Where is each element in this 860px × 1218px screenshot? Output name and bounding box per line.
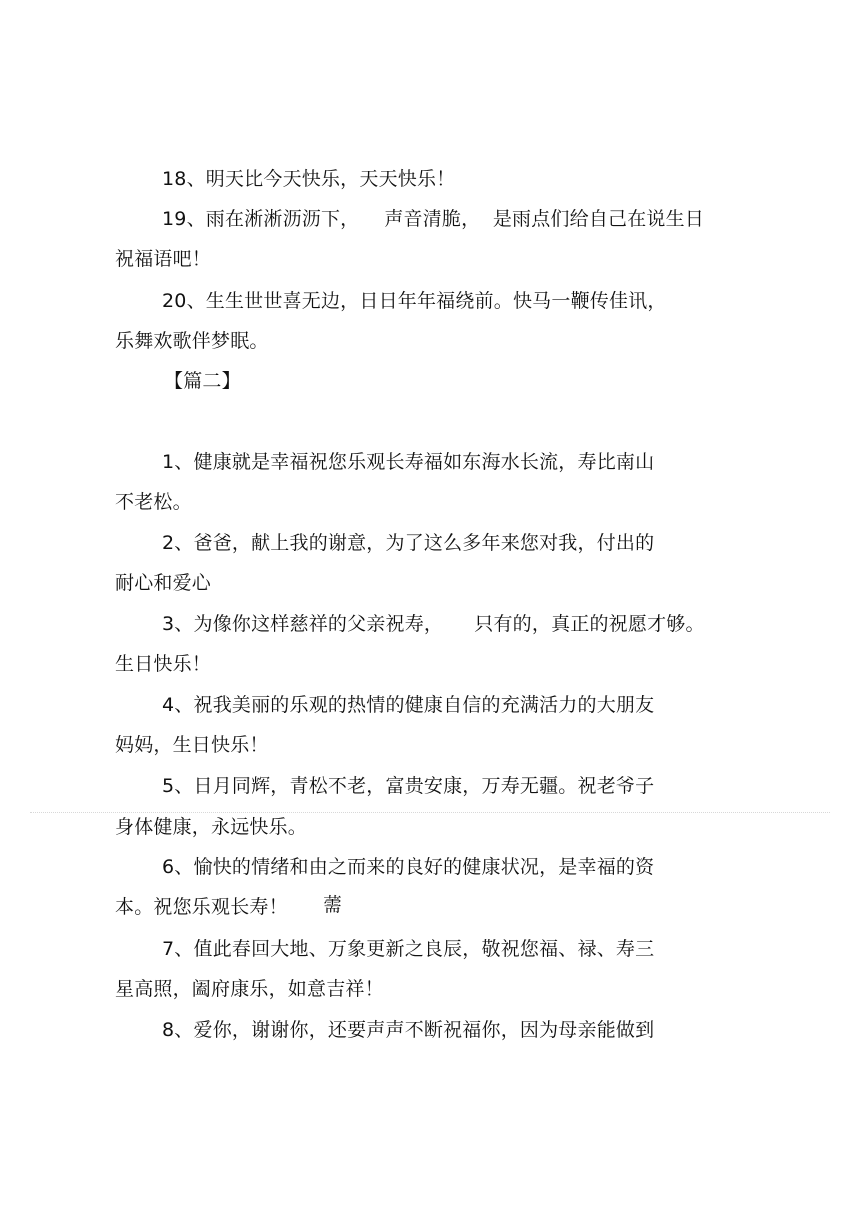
text-line-5: 5、日月同辉，青松不老，富贵安康，万寿无疆。祝老爷子 [162, 775, 655, 797]
text-line-8: 8、爱你，谢谢你，还要声声不断祝福你，因为母亲能做到 [162, 1019, 655, 1041]
text-line-6: 6、愉快的情绪和由之而来的良好的健康状况，是幸福的资 [162, 856, 655, 878]
text-line-4: 4、祝我美丽的乐观的热情的健康自信的充满活力的大朋友 [162, 694, 655, 716]
text-line-3: 3、为像你这样慈祥的父亲祝寿， 只有的，真正的祝愿才够。 [162, 613, 705, 635]
text-line-7: 7、值此春回大地、万象更新之良辰，敬祝您福、禄、寿三 [162, 938, 655, 960]
text-line-19: 19、雨在淅淅沥沥下， 声音清脆， 是雨点们给自己在说生日 [162, 208, 705, 230]
section-heading: 【篇二】 [164, 370, 241, 392]
text-line-2-cont: 耐心和爱心 [115, 572, 212, 594]
text-line-18: 18、明天比今天快乐，天天快乐！ [162, 168, 456, 190]
text-line-2: 2、爸爸，献上我的谢意，为了这么多年来您对我，付出的 [162, 532, 655, 554]
text-line-4-cont: 妈妈，生日快乐！ [115, 734, 269, 756]
page-divider [30, 812, 830, 813]
text-line-20: 20、生生世世喜无边，日日年年福绕前。快马一鞭传佳讯， [162, 290, 667, 312]
text-line-3-cont: 生日快乐！ [115, 653, 212, 675]
text-line-6-cont: 本。祝您乐观长寿！ [115, 896, 288, 918]
stray-glyph: 薷 [323, 894, 343, 916]
text-line-5-cont: 身体健康，永远快乐。 [115, 816, 308, 838]
text-line-20-cont: 乐舞欢歌伴梦眠。 [115, 330, 269, 352]
text-line-1-cont: 不老松。 [115, 491, 192, 513]
text-line-7-cont: 星高照，阖府康乐，如意吉祥！ [115, 978, 384, 1000]
text-line-1: 1、健康就是幸福祝您乐观长寿福如东海水长流，寿比南山 [162, 451, 655, 473]
text-line-19-cont: 祝福语吧！ [115, 248, 212, 270]
